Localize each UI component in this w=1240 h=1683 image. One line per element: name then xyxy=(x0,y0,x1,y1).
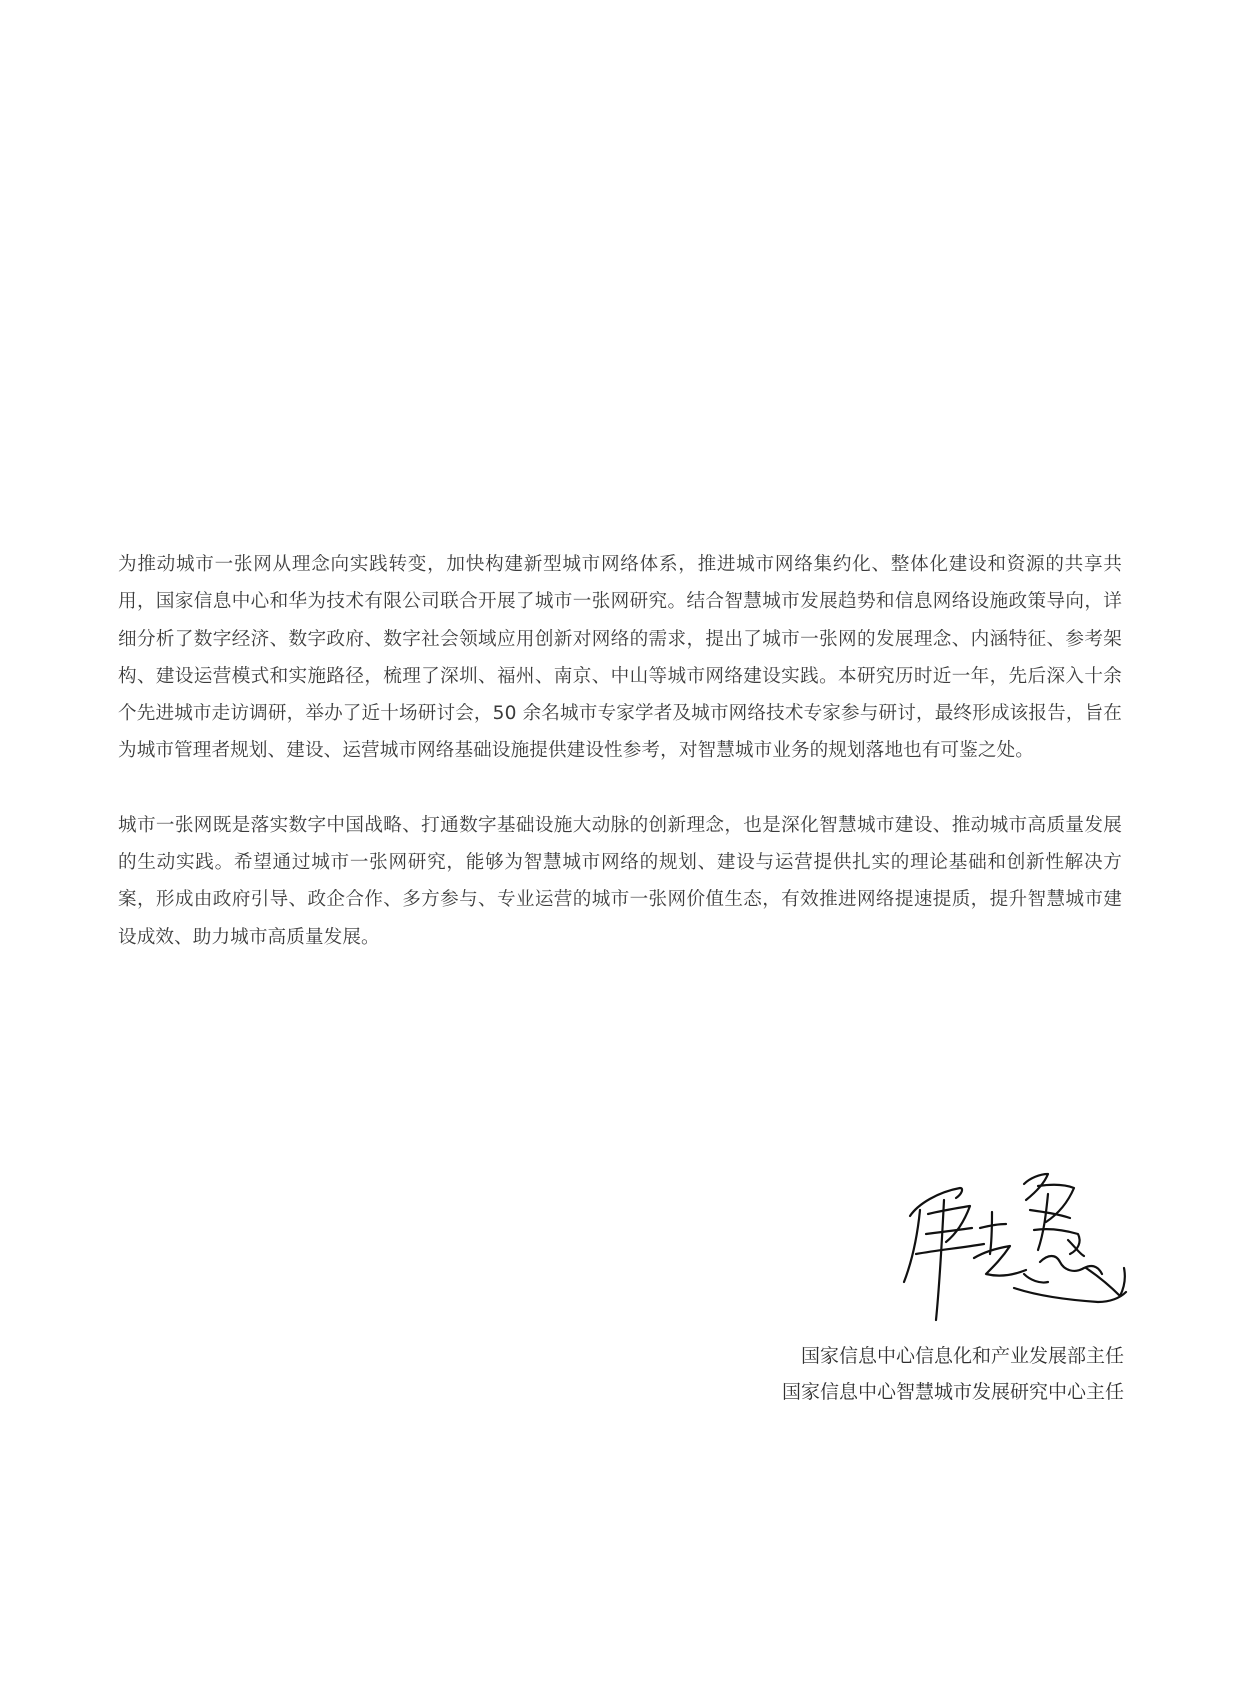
signer-title-2: 国家信息中心智慧城市发展研究中心主任 xyxy=(781,1381,1124,1403)
paragraph-1: 为推动城市一张网从理念向实践转变，加快构建新型城市网络体系，推进城市网络集约化、整体化建设和资源的共享共用，国家信息中心和华为技术有限公司联合开展了城市一张网研究。结合智慧城市发展趋势和信息网络设施政策导向，详细分析了数字经济、数字政府、数字社会领域应用创新对网络的需求，提出了城市一张网的发展理念、内涵特征、参考架构、建设运营模式和实施路径，梳理了深圳、福州、南京、中山等城市网络建设实践。本研究历时近一年，先后深入十余个先进城市走访调研，举办了近十场研讨会，50 余名城市专家学者及城市网络技术专家参与研讨，最终形成该报告，旨在为城市管理者规划、建设、运营城市网络基础设施提供建设性参考，对智慧城市业务的规划落地也有可鉴之处。 xyxy=(118,554,1122,762)
signer-block xyxy=(782,1338,1124,1410)
paragraph-2: 城市一张网既是落实数字中国战略、打通数字基础设施大动脉的创新理念，也是深化智慧城市建设、推动城市高质量发展的生动实践。希望通过城市一张网研究，能够为智慧城市网络的规划、建设与运营提供扎实的理论基础和创新性解决方案，形成由政府引导、政企合作、多方参与、专业运营的城市一张网价值生态，有效推进网络提速提质，提升智慧城市建设成效、助力城市高质量发展。 xyxy=(118,814,1122,948)
handwritten-signature xyxy=(898,1170,1128,1330)
signer-title-1: 国家信息中心信息化和产业发展部主任 xyxy=(800,1345,1124,1367)
body-text xyxy=(118,546,1122,956)
